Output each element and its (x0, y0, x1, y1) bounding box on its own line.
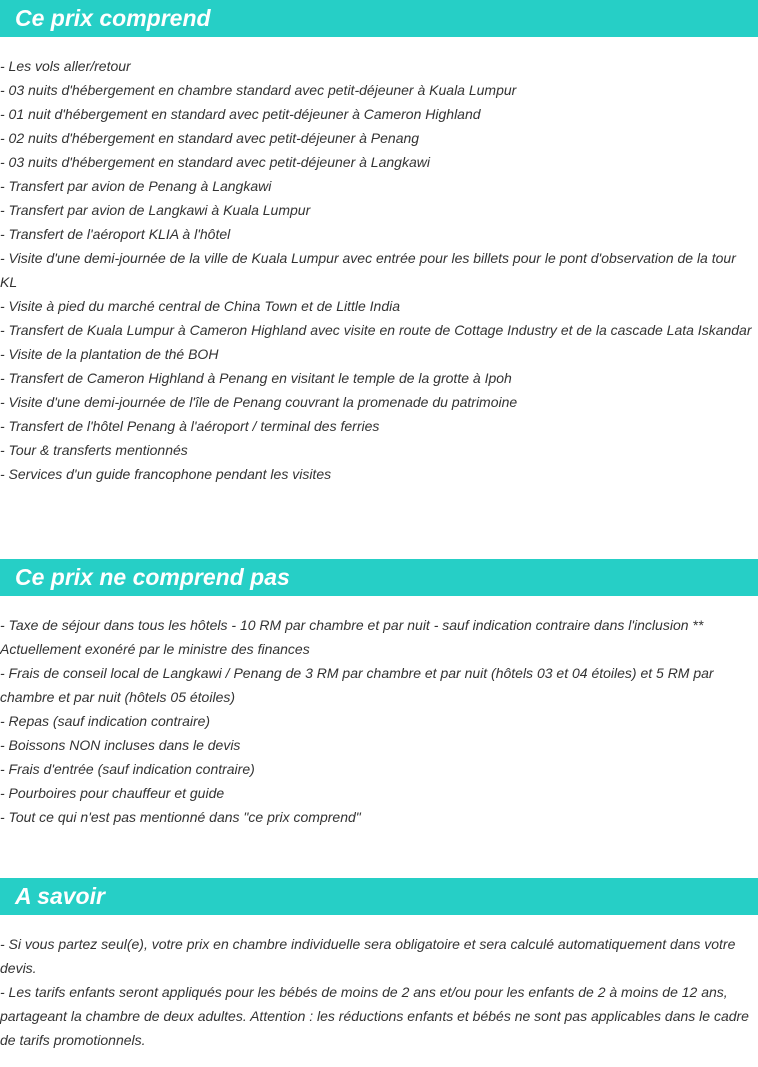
list-item: - Visite d'une demi-journée de la ville de Kuala Lumpur avec entrée pour les billets pour le pont d'observation de la tour KL (0, 250, 736, 290)
list-item: - Repas (sauf indication contraire) (0, 713, 211, 729)
list-item: - Transfert de Cameron Highland à Penang en visitant le temple de la grotte à Ipoh (0, 370, 512, 386)
list-item: - Visite de la plantation de thé BOH (0, 346, 219, 362)
list-item: - Frais de conseil local de Langkawi / Penang de 3 RM par chambre et par nuit (hôtels 03 et 04 étoiles) et 5 RM par chambre et par nuit (hôtels 05 étoiles) (0, 665, 714, 705)
list-item: - Visite à pied du marché central de China Town et de Little India (0, 298, 401, 314)
list-item: - Transfert par avion de Penang à Langkawi (0, 178, 272, 194)
list-item: - Services d'un guide francophone pendant les visites (0, 466, 332, 482)
includes-list (0, 54, 758, 486)
list-item: - 03 nuits d'hébergement en chambre standard avec petit-déjeuner à Kuala Lumpur (0, 82, 517, 98)
excludes-list (0, 613, 758, 829)
notes-list (0, 932, 758, 1052)
list-item: - Boissons NON incluses dans le devis (0, 737, 241, 753)
excludes-section (0, 559, 758, 829)
list-item: - Transfert de Kuala Lumpur à Cameron Highland avec visite en route de Cottage Industry et de la cascade Lata Iskandar (0, 322, 752, 338)
notes-header (0, 878, 758, 915)
includes-title: Ce prix comprend (15, 5, 211, 31)
list-item: - 01 nuit d'hébergement en standard avec petit-déjeuner à Cameron Highland (0, 106, 481, 122)
list-item: - Tour & transferts mentionnés (0, 442, 188, 458)
list-item: - 02 nuits d'hébergement en standard avec petit-déjeuner à Penang (0, 130, 420, 146)
list-item: - Transfert par avion de Langkawi à Kuala Lumpur (0, 202, 311, 218)
list-item: - 03 nuits d'hébergement en standard avec petit-déjeuner à Langkawi (0, 154, 430, 170)
includes-header (0, 0, 758, 37)
list-item: - Frais d'entrée (sauf indication contraire) (0, 761, 255, 777)
includes-section (0, 0, 758, 486)
list-item: - Visite d'une demi-journée de l'île de Penang couvrant la promenade du patrimoine (0, 394, 518, 410)
list-item: - Transfert de l'hôtel Penang à l'aéroport / terminal des ferries (0, 418, 380, 434)
list-item: - Transfert de l'aéroport KLIA à l'hôtel (0, 226, 231, 242)
list-item: - Taxe de séjour dans tous les hôtels - 10 RM par chambre et par nuit - sauf indication contraire dans l'inclusion ** Actuellement exonéré par le ministre des finances (0, 617, 704, 657)
excludes-title: Ce prix ne comprend pas (15, 564, 290, 590)
notes-title: A savoir (15, 883, 105, 909)
list-item: - Les vols aller/retour (0, 58, 131, 74)
excludes-header (0, 559, 758, 596)
notes-section (0, 878, 758, 1052)
list-item: - Pourboires pour chauffeur et guide (0, 785, 225, 801)
list-item: - Les tarifs enfants seront appliqués pour les bébés de moins de 2 ans et/ou pour les enfants de 2 à moins de 12 ans, partageant la chambre de deux adultes. Attention : les réductions enfants et bébés ne sont pas applicables dans le cadre de tarifs promotionnels. (0, 984, 749, 1048)
list-item: - Tout ce qui n'est pas mentionné dans "ce prix comprend" (0, 809, 361, 825)
list-item: - Si vous partez seul(e), votre prix en chambre individuelle sera obligatoire et sera calculé automatiquement dans votre devis. (0, 936, 736, 976)
